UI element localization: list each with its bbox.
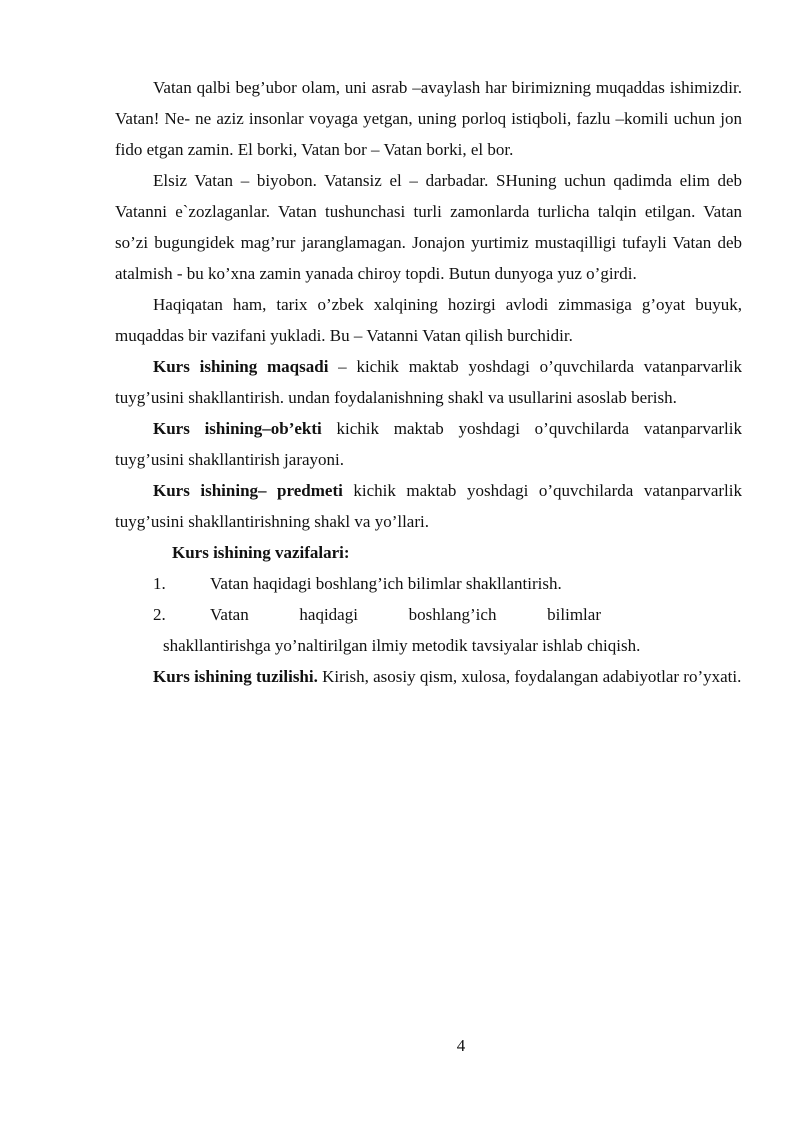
task-item-1 — [115, 568, 742, 599]
paragraph-maqsad — [115, 351, 742, 413]
tasks-heading: Kurs ishining vazifalari: — [172, 543, 350, 562]
maqsad-label: Kurs ishining maqsadi — [153, 357, 329, 376]
predmet-label: Kurs ishining– predmeti — [153, 481, 343, 500]
task-text: Vatan haqidagi boshlang’ich bilimlar shakllantirish. — [210, 574, 562, 593]
paragraph-elsiz-vatan: Elsiz Vatan – biyobon. Vatansiz el – darbadar. SHuning uchun qadimda elim deb Vatanni e`zozlaganlar. Vatan tushunchasi turli zamonlarda turlicha talqin etilgan. Vatan so’zi bugungidek mag’rur jaranglamagan. Jonajon yurtimiz mustaqilligi tufayli Vatan deb atalmish - bu ko’xna zamin yanada chiroy topdi. Butun dunyoga yuz o’girdi. — [115, 171, 742, 283]
task-text — [210, 599, 742, 630]
document-page — [115, 72, 742, 692]
predmet-text: kichik maktab yoshdagi o’quvchilarda vatanparvarlik tuyg’usini shakllantirishning shakl va yo’llari. — [115, 481, 742, 531]
paragraph-obekt — [115, 413, 742, 475]
paragraph-tuzilishi — [115, 661, 742, 692]
task-number: 1. — [153, 574, 166, 593]
task-item-2 — [115, 599, 742, 630]
task-item-2-continuation: shakllantirishga yo’naltirilgan ilmiy metodik tavsiyalar ishlab chiqish. — [163, 636, 641, 655]
page-number: 4 — [456, 1036, 466, 1055]
obekt-text: kichik maktab yoshdagi o’quvchilarda vatanparvarlik tuyg’usini shakllantirish jarayoni. — [115, 419, 742, 469]
obekt-label: Kurs ishining–ob’ekti — [153, 419, 322, 438]
task-word: Vatan — [210, 605, 249, 624]
paragraph-predmet — [115, 475, 742, 537]
paragraph-vatan-qalbi: Vatan qalbi beg’ubor olam, uni asrab –avaylash har birimizning muqaddas ishimizdir. Vatan! Ne- ne aziz insonlar voyaga yetgan, uning porloq istiqboli, fazlu –komili uchun jon fido etgan zamin. El borki, Vatan bor – Vatan borki, el bor. — [115, 78, 742, 159]
tuzilishi-label: Kurs ishining tuzilishi. — [153, 667, 318, 686]
task-word: boshlang’ich — [408, 605, 497, 624]
task-number: 2. — [153, 605, 166, 624]
task-word: haqidagi — [299, 605, 358, 624]
paragraph-haqiqatan: Haqiqatan ham, tarix o’zbek xalqining hozirgi avlodi zimmasiga g’oyat buyuk, muqaddas bir vazifani yukladi. Bu – Vatanni Vatan qilish burchidir. — [115, 295, 742, 345]
task-word: bilimlar — [547, 605, 601, 624]
maqsad-text: – kichik maktab yoshdagi o’quvchilarda vatanparvarlik tuyg’usini shakllantirish. undan foydalanishning shakl va usullarini asoslab berish. — [115, 357, 742, 407]
tuzilishi-text: Kirish, asosiy qism, xulosa, foydalangan adabiyotlar ro’yxati. — [317, 667, 742, 686]
